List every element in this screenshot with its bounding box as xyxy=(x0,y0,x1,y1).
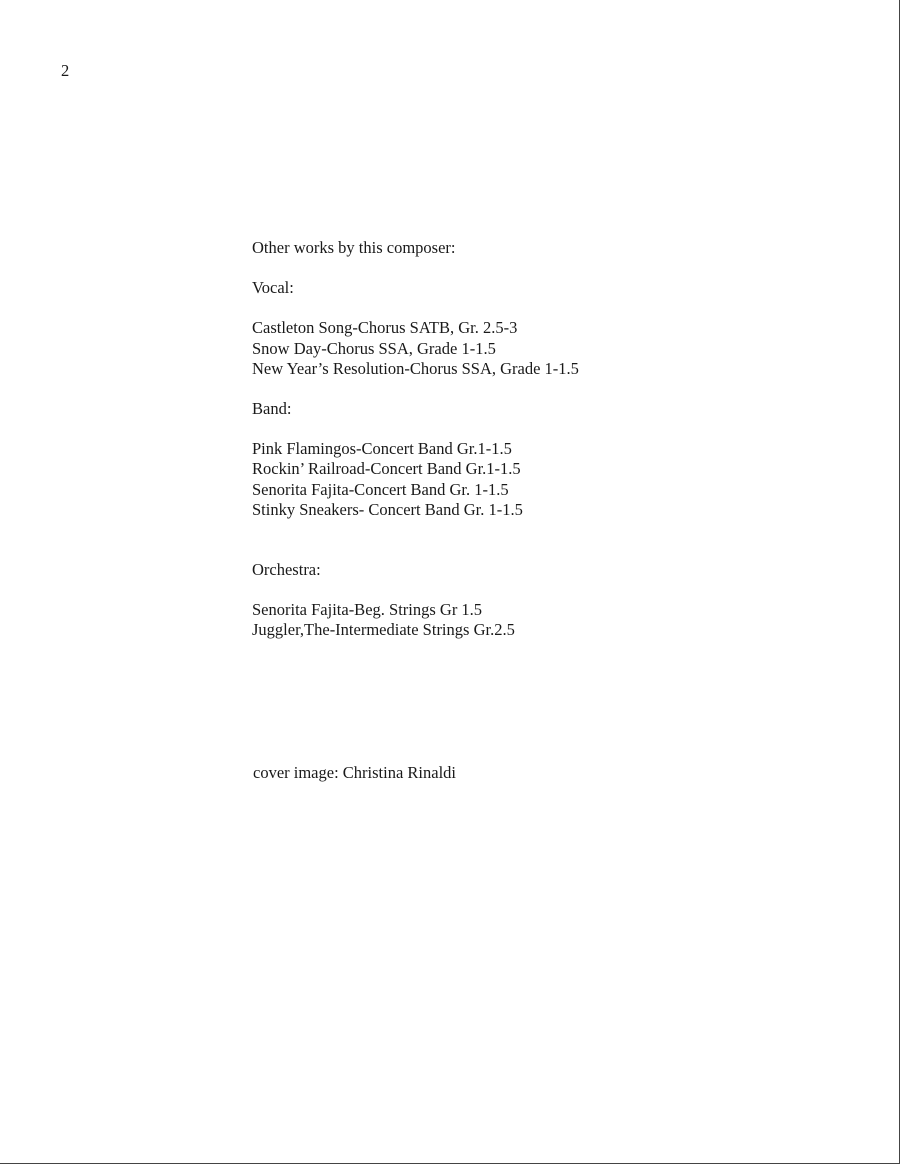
list-item: Senorita Fajita-Beg. Strings Gr 1.5 xyxy=(252,600,483,620)
list-item: Snow Day-Chorus SSA, Grade 1-1.5 xyxy=(252,338,496,358)
intro-heading: Other works by this composer: xyxy=(252,238,456,257)
works-list xyxy=(252,238,772,641)
band-list xyxy=(252,439,772,520)
vocal-heading: Vocal: xyxy=(252,278,294,298)
list-item: Juggler,The-Intermediate Strings Gr.2.5 xyxy=(252,620,515,640)
page-number: 2 xyxy=(61,61,70,80)
list-item: Rockin’ Railroad-Concert Band Gr.1-1.5 xyxy=(252,459,521,479)
list-item: Castleton Song-Chorus SATB, Gr. 2.5-3 xyxy=(252,318,518,338)
list-item: New Year’s Resolution-Chorus SSA, Grade 1-1.5 xyxy=(252,358,579,378)
orchestra-list xyxy=(252,600,772,640)
list-item: Pink Flamingos-Concert Band Gr.1-1.5 xyxy=(252,439,512,459)
list-item: Stinky Sneakers- Concert Band Gr. 1-1.5 xyxy=(252,499,523,519)
band-heading: Band: xyxy=(252,399,292,419)
list-item: Senorita Fajita-Concert Band Gr. 1-1.5 xyxy=(252,479,509,499)
vocal-list xyxy=(252,318,772,379)
cover-image-credit: cover image: Christina Rinaldi xyxy=(253,763,456,782)
orchestra-heading: Orchestra: xyxy=(252,560,321,580)
